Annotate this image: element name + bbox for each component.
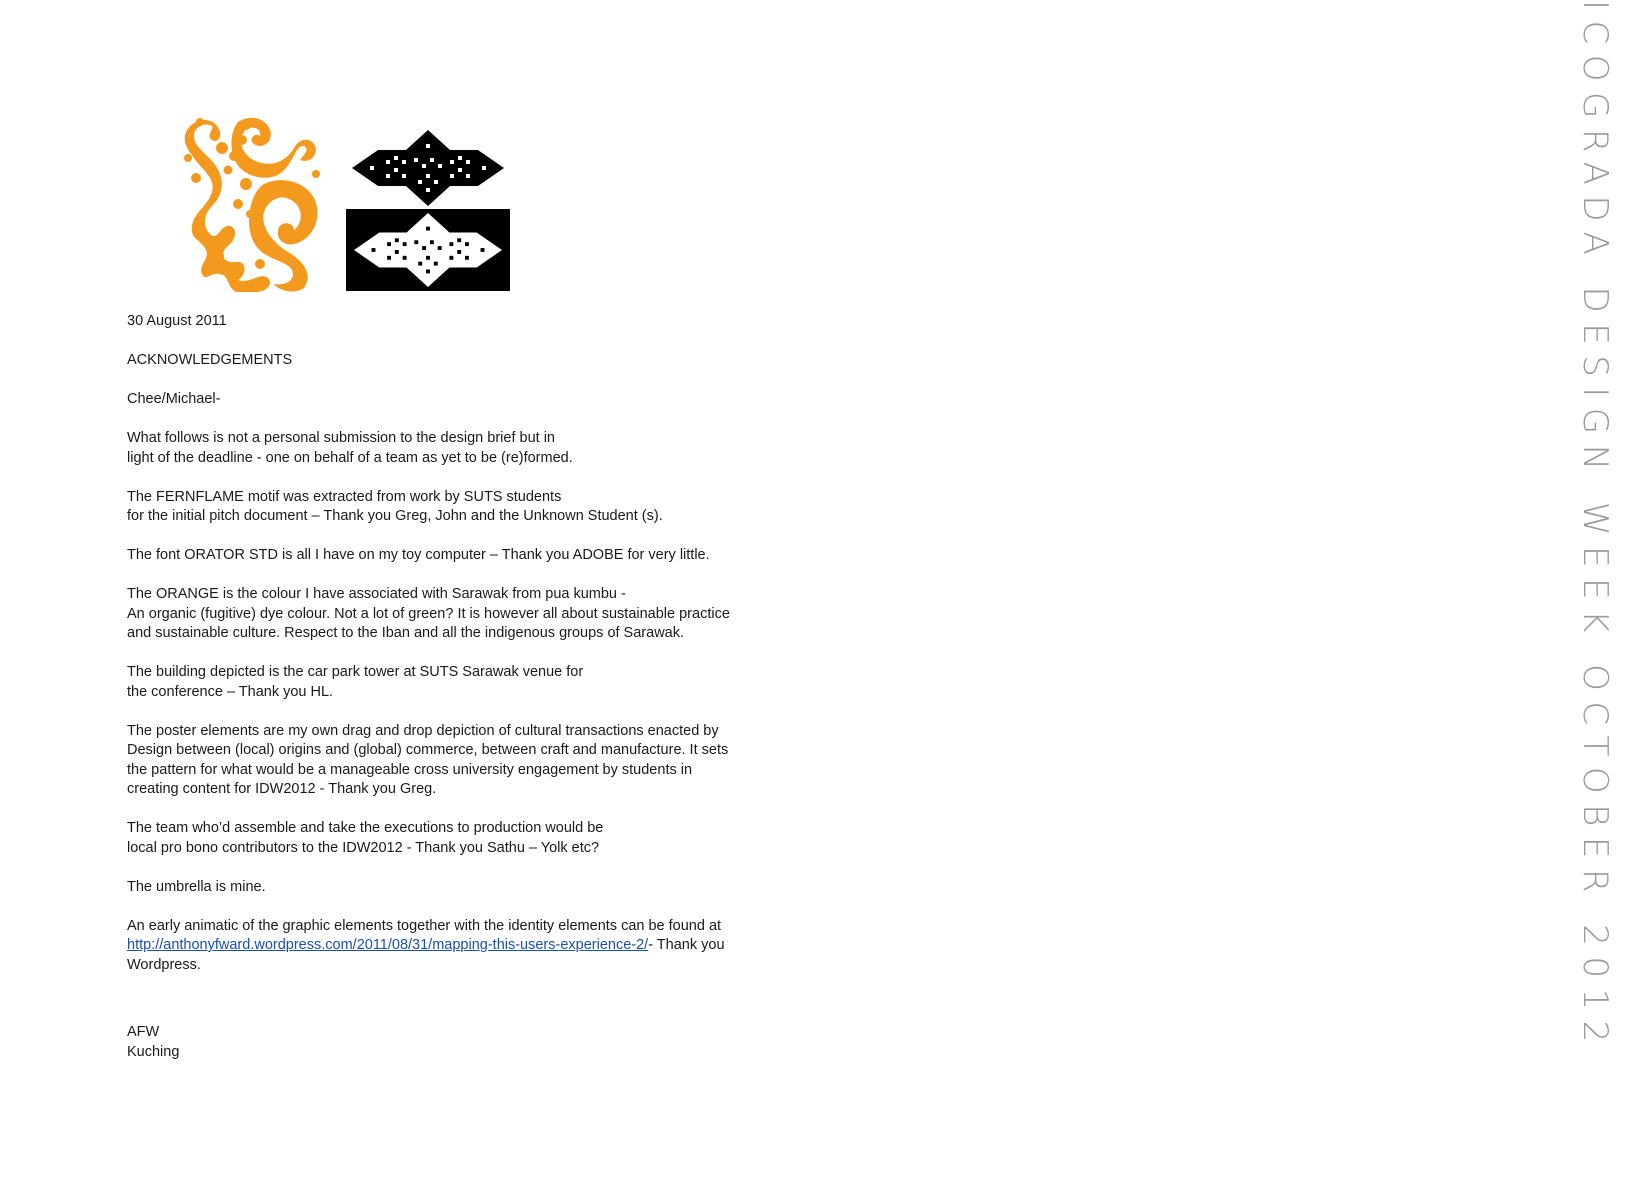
paragraph-line: the conference – Thank you HL. <box>127 683 334 700</box>
paragraph-umbrella <box>127 878 727 898</box>
letter-date: 30 August 2011 <box>127 313 227 329</box>
paragraph-line: An early animatic of the graphic elements together with the identity elements can be found at <box>127 917 722 934</box>
paragraph-line: local pro bono contributors to the IDW2012 - Thank you Sathu – Yolk etc? <box>127 839 600 856</box>
paragraph-building <box>127 663 727 702</box>
signature-block <box>127 1023 727 1062</box>
pua-kumbu-inverse-icon <box>352 213 504 287</box>
letter-heading: ACKNOWLEDGEMENTS <box>127 352 293 368</box>
fernflame-motif-icon <box>176 114 324 294</box>
signature-name: AFW <box>127 1024 160 1040</box>
pua-kumbu-inverse-motif <box>346 209 510 291</box>
signature-place: Kuching <box>127 1043 180 1060</box>
paragraph-line: An organic (fugitive) dye colour. Not a lot of green? It is however all about sustainable practice <box>127 605 730 622</box>
paragraph-line: The team who’d assemble and take the executions to production would be <box>127 820 604 836</box>
paragraph-submission <box>127 429 727 468</box>
paragraph-line: and sustainable culture. Respect to the Iban and all the indigenous groups of Sarawak. <box>127 625 685 641</box>
letter-body <box>127 312 730 1082</box>
paragraph-line <box>127 936 727 956</box>
side-title: ICOGRADA DESIGN WEEK OCTOBER 2012 <box>1575 0 1615 1053</box>
paragraph-line: The font ORATOR STD is all I have on my toy computer – Thank you ADOBE for very little. <box>127 547 710 563</box>
paragraph-line: light of the deadline - one on behalf of a team as yet to be (re)formed. <box>127 449 573 466</box>
pua-kumbu-motif-icon <box>352 130 504 206</box>
paragraph-line: The FERNFLAME motif was extracted from work by SUTS students <box>127 488 562 505</box>
paragraph-line: What follows is not a personal submission to the design brief but in <box>127 430 555 446</box>
paragraph-line: The building depicted is the car park tower at SUTS Sarawak venue for <box>127 664 584 680</box>
paragraph-line: creating content for IDW2012 - Thank you Greg. <box>127 781 437 797</box>
paragraph-fernflame <box>127 488 727 527</box>
paragraph-line: The poster elements are my own drag and drop depiction of cultural transactions enacted by <box>127 722 719 739</box>
paragraph-line: Design between (local) origins and (global) commerce, between craft and manufacture. It sets <box>127 742 729 758</box>
paragraph-poster <box>127 722 727 800</box>
paragraph-team <box>127 819 727 858</box>
paragraph-line: The umbrella is mine. <box>127 878 266 895</box>
paragraph-font <box>127 546 727 566</box>
paragraph-line: for the initial pitch document – Thank you Greg, John and the Unknown Student (s). <box>127 508 663 524</box>
paragraph-line: The ORANGE is the colour I have associated with Sarawak from pua kumbu - <box>127 586 626 602</box>
animatic-link[interactable]: http://anthonyfward.wordpress.com/2011/08/31/mapping-this-users-experience-2/ <box>127 937 649 953</box>
paragraph-line: the pattern for what would be a manageable cross university engagement by students in <box>127 761 693 778</box>
letter-salutation: Chee/Michael- <box>127 391 221 407</box>
paragraph-animatic <box>127 917 727 976</box>
paragraph-orange <box>127 585 730 644</box>
link-suffix: - Thank you <box>648 937 725 953</box>
paragraph-line: Wordpress. <box>127 956 201 973</box>
